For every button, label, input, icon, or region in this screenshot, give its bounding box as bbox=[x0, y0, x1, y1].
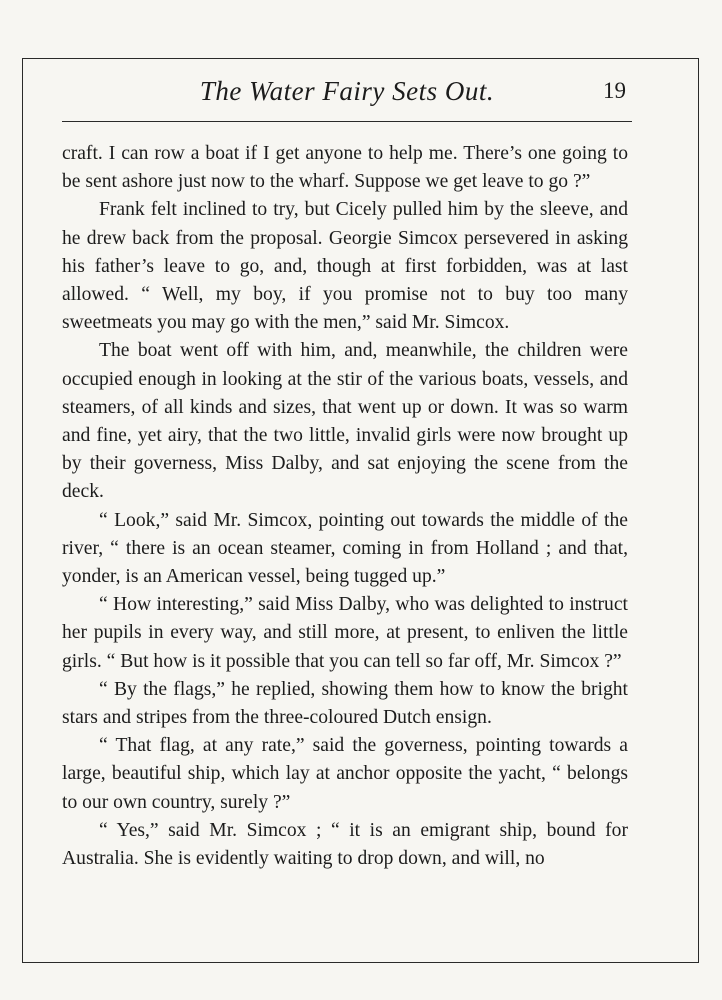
paragraph-8: “ Yes,” said Mr. Simcox ; “ it is an emigrant ship, bound for Australia. She is evidently waiting to drop down, and will, no bbox=[62, 819, 628, 870]
paragraph-6: “ By the flags,” he replied, showing them how to know the bright stars and stripes from the three-coloured Dutch ensign. bbox=[62, 678, 628, 729]
paragraph-4: “ Look,” said Mr. Simcox, pointing out towards the middle of the river, “ there is an ocean steamer, coming in from Holland ; and that, yonder, is an American vessel, being tugged up.” bbox=[62, 509, 628, 588]
paragraph-3: The boat went off with him, and, meanwhile, the children were occupied enough in looking at the stir of the various boats, vessels, and steamers, of all kinds and sizes, that went up or down. It was so warm and fine, yet airy, that the two little, invalid girls were now brought up by their governess, Miss Dalby, and sat enjoying the scene from the deck. bbox=[62, 340, 628, 503]
paragraph-1: craft. I can row a boat if I get anyone to help me. There’s one going to be sent ashore just now to the wharf. Suppose we get leave to go ?” bbox=[62, 143, 628, 193]
paragraph-5: “ How interesting,” said Miss Dalby, who was delighted to instruct her pupils in every way, and still more, at present, to enliven the little girls. “ But how is it possible that you can tell so far off, Mr. Simcox ?” bbox=[62, 594, 628, 672]
page-number: 19 bbox=[603, 78, 626, 103]
body-text bbox=[62, 140, 628, 873]
header-rule bbox=[62, 121, 632, 122]
paragraph-2: Frank felt inclined to try, but Cicely pulled him by the sleeve, and he drew back from the proposal. Georgie Simcox persevered in asking his father’s leave to go, and, though at first forbidden, was at last allowed. “ Well, my boy, if you promise not to buy too many sweetmeats you may go with the men,” said Mr. Simcox. bbox=[62, 199, 628, 334]
paragraph-7: “ That flag, at any rate,” said the governess, pointing towards a large, beautiful ship, which lay at anchor opposite the yacht, “ belongs to our own country, surely ?” bbox=[62, 735, 628, 813]
page-header bbox=[62, 74, 632, 118]
running-title: The Water Fairy Sets Out. bbox=[199, 76, 495, 106]
